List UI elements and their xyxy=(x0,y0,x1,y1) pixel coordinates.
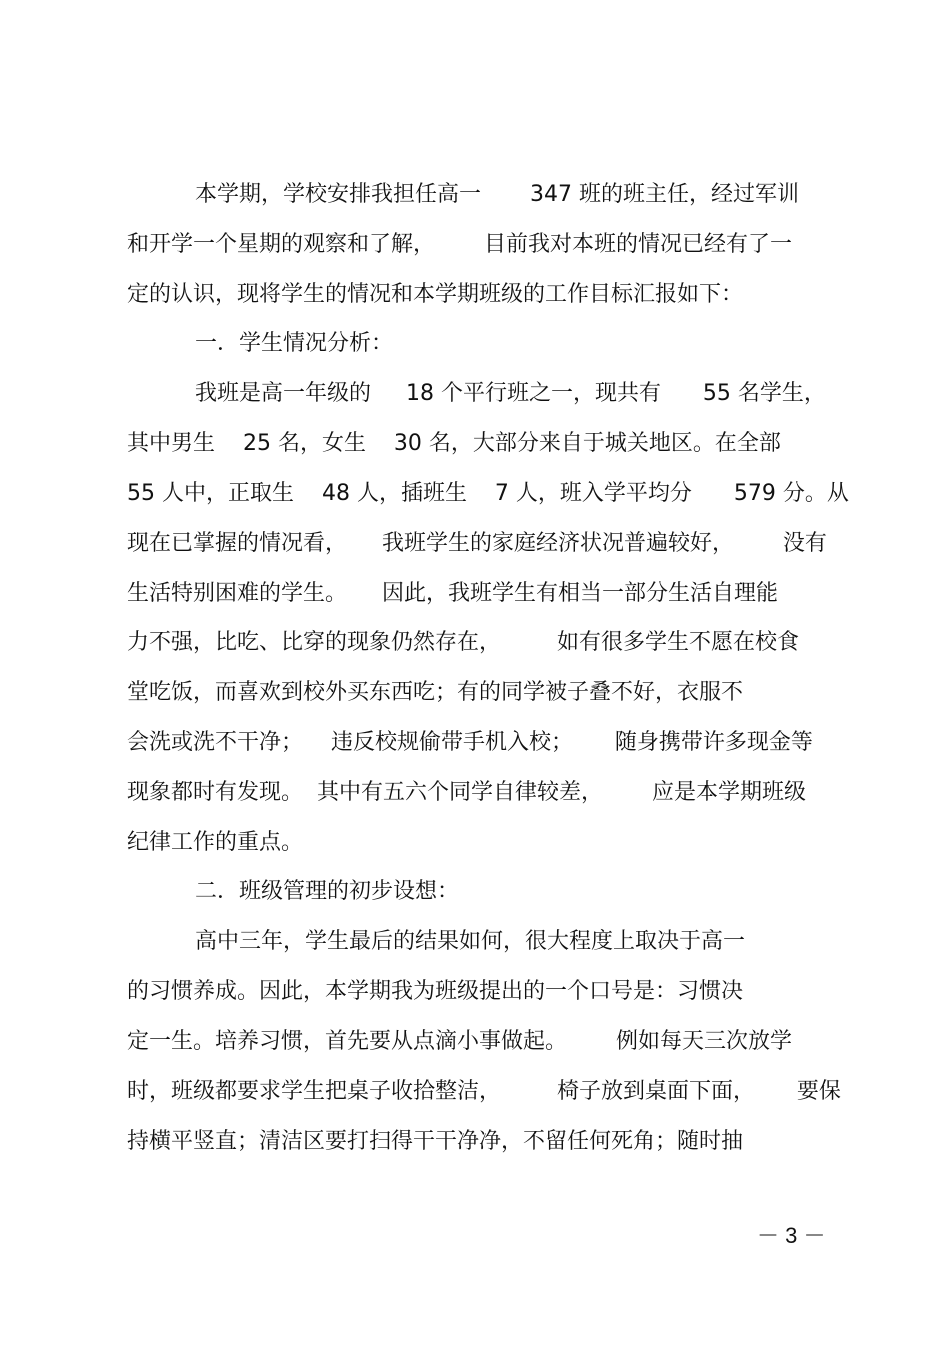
paragraph-line: 持横平竖直；清洁区要打扫得干干净净，不留任何死角；随时抽 xyxy=(127,1129,744,1154)
section-heading: 一．学生情况分析： xyxy=(195,331,394,356)
paragraph-line: 堂吃饭，而喜欢到校外买东西吃；有的同学被子叠不好，衣服不 xyxy=(127,680,744,705)
paragraph-line: 的习惯养成。因此，本学期我为班级提出的一个口号是：习惯决 xyxy=(127,979,744,1004)
paragraph-line: 现在已掌握的情况看， 我班学生的家庭经济状况普遍较好， 没有 xyxy=(127,531,827,556)
paragraph-line: 时，班级都要求学生把桌子收拾整洁， 椅子放到桌面下面， 要保 xyxy=(127,1079,841,1104)
paragraph-line: 力不强，比吃、比穿的现象仍然存在， 如有很多学生不愿在校食 xyxy=(127,630,799,655)
paragraph-line: 本学期，学校安排我担任高一 347 班的班主任，经过军训 xyxy=(195,182,799,207)
page-number: － 3 － xyxy=(757,1223,826,1248)
paragraph-line: 现象都时有发现。 其中有五六个同学自律较差， 应是本学期班级 xyxy=(127,780,806,805)
paragraph-line: 高中三年，学生最后的结果如何，很大程度上取决于高一 xyxy=(195,929,746,954)
paragraph-line: 和开学一个星期的观察和了解， 目前我对本班的情况已经有了一 xyxy=(127,232,792,257)
paragraph-line: 55 人中，正取生 48 人，插班生 7 人，班入学平均分 579 分。从 xyxy=(127,481,849,506)
paragraph-line: 定一生。培养习惯，首先要从点滴小事做起。 例如每天三次放学 xyxy=(127,1029,792,1054)
paragraph-line: 生活特别困难的学生。 因此，我班学生有相当一部分生活自理能 xyxy=(127,581,778,606)
paragraph-line: 纪律工作的重点。 xyxy=(127,830,304,855)
paragraph-line: 我班是高一年级的 18 个平行班之一，现共有 55 名学生， xyxy=(195,381,826,406)
paragraph-line: 其中男生 25 名，女生 30 名，大部分来自于城关地区。在全部 xyxy=(127,431,781,456)
paragraph-line: 会洗或洗不干净； 违反校规偷带手机入校； 随身携带许多现金等 xyxy=(127,730,813,755)
paragraph-line: 定的认识，现将学生的情况和本学期班级的工作目标汇报如下： xyxy=(127,282,744,307)
section-heading: 二．班级管理的初步设想： xyxy=(195,879,460,904)
